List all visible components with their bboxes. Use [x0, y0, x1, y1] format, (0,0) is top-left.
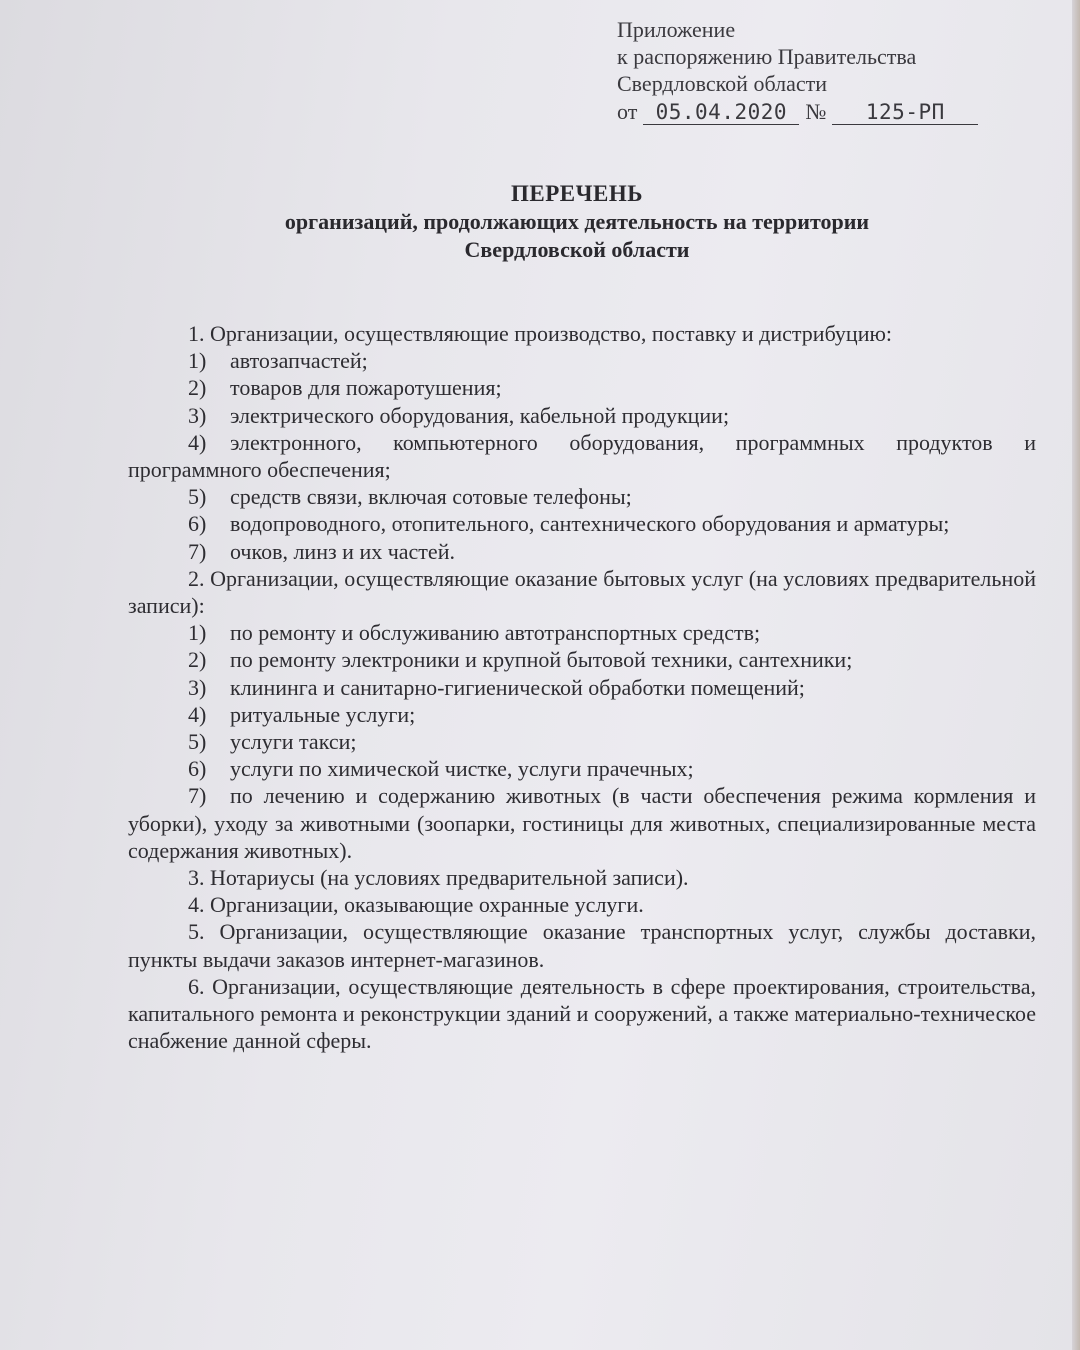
- list-item: [128, 755, 1036, 782]
- list-item: [128, 429, 1036, 483]
- annex-order-line: [617, 98, 978, 125]
- item-number: 7): [188, 538, 207, 564]
- list-item: [128, 782, 1036, 864]
- item-text: средств связи, включая сотовые телефоны;: [230, 484, 632, 510]
- item-number: 7): [188, 783, 207, 809]
- list-item: [128, 374, 1036, 401]
- annex-number-label: №: [805, 99, 827, 124]
- title-subtitle: организаций, продолжающих деятельность на территории: [284, 209, 870, 234]
- item-text: по ремонту и обслуживанию автотранспортных средств;: [230, 620, 761, 646]
- annex-from-label: от: [617, 99, 638, 124]
- item-number: 3): [188, 674, 207, 700]
- document-body: [128, 320, 1036, 1054]
- item-text: ритуальные услуги;: [230, 701, 416, 727]
- item-text: клининга и санитарно-гигиенической обработки помещений;: [230, 674, 805, 700]
- item-number: 6): [188, 511, 207, 537]
- item-number: 1): [188, 620, 207, 646]
- item-text: автозапчастей;: [230, 348, 368, 374]
- annex-order-ref: к распоряжению Правительства: [617, 44, 917, 69]
- paper-edge-shadow: [1072, 0, 1080, 1350]
- item-number: 5): [188, 729, 207, 755]
- item-text: услуги по химической чистке, услуги прачечных;: [230, 756, 694, 782]
- item-text: электронного, компьютерного оборудования, программных продуктов и программного обеспечения;: [128, 429, 1036, 483]
- list-item: [128, 483, 1036, 510]
- item-number: 6): [188, 756, 207, 782]
- item-text: водопроводного, отопительного, сантехнического оборудования и арматуры;: [230, 511, 950, 537]
- title-main: ПЕРЕЧЕНЬ: [511, 181, 643, 206]
- item-number: 4): [188, 701, 207, 727]
- section-heading-2: 2. Организации, осуществляющие оказание бытовых услуг (на условиях предварительной записи):: [128, 565, 1036, 619]
- section-heading-4: 4. Организации, оказывающие охранные услуги.: [188, 892, 644, 918]
- document-title: [180, 180, 974, 264]
- list-item: [128, 538, 1036, 565]
- item-text: по лечению и содержанию животных (в части обеспечения режима кормления и уборки), уходу за животными (зоопарки, гостиницы для животных, специализированные места содержания животных).: [128, 783, 1036, 863]
- section-heading-3: 3. Нотариусы (на условиях предварительной записи).: [188, 865, 689, 891]
- item-text: по ремонту электроники и крупной бытовой техники, сантехники;: [230, 647, 853, 673]
- annex-region: Свердловской области: [617, 71, 827, 96]
- list-item: [128, 347, 1036, 374]
- section-heading-1: 1. Организации, осуществляющие производство, поставку и дистрибуцию:: [188, 321, 893, 346]
- list-item: [128, 674, 1036, 701]
- item-number: 3): [188, 402, 207, 428]
- list-item: [128, 619, 1036, 646]
- list-item: [128, 701, 1036, 728]
- order-number: 125-РП: [832, 100, 978, 125]
- section-heading-5: 5. Организации, осуществляющие оказание транспортных услуг, службы доставки, пункты выдачи заказов интернет-магазинов.: [128, 919, 1036, 972]
- list-item: [128, 402, 1036, 429]
- item-number: 2): [188, 647, 207, 673]
- item-number: 5): [188, 484, 207, 510]
- item-number: 4): [188, 429, 207, 455]
- item-text: услуги такси;: [230, 729, 357, 755]
- title-region: Свердловской области: [464, 237, 690, 262]
- list-item: [128, 646, 1036, 673]
- annex-title: Приложение: [617, 17, 736, 42]
- item-text: электрического оборудования, кабельной продукции;: [230, 402, 730, 428]
- item-number: 1): [188, 348, 207, 374]
- list-item: [128, 728, 1036, 755]
- item-text: очков, линз и их частей.: [230, 538, 455, 564]
- list-item: [128, 510, 1036, 537]
- item-text: товаров для пожаротушения;: [230, 375, 502, 401]
- section-heading-6: 6. Организации, осуществляющие деятельность в сфере проектирования, строительства, капитального ремонта и реконструкции зданий и сооружений, а также материально-техническое снабжение данной сферы.: [128, 973, 1036, 1054]
- annex-header: [617, 16, 978, 125]
- item-number: 2): [188, 375, 207, 401]
- order-date: 05.04.2020: [643, 100, 799, 125]
